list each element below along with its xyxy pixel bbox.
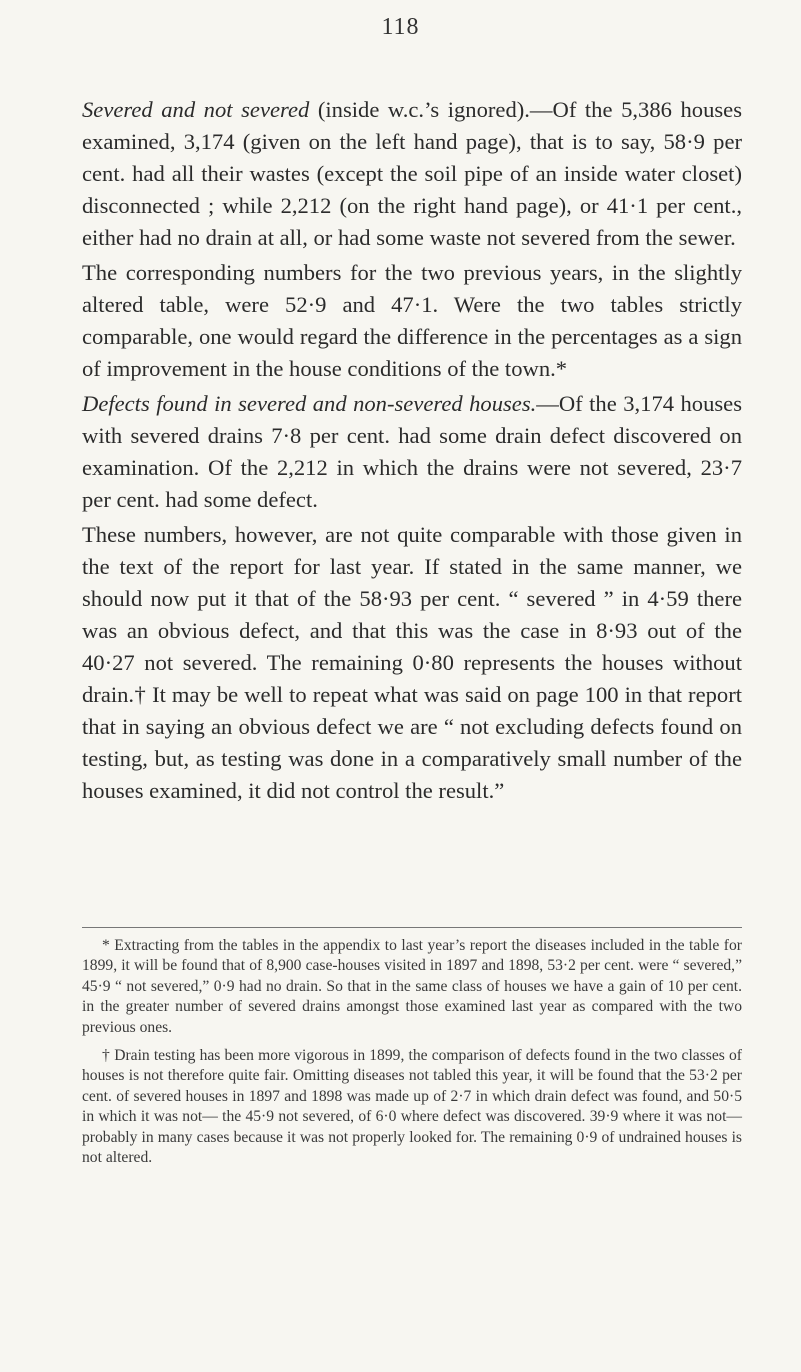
footnotes xyxy=(82,936,742,1176)
paragraph-text: —Of the 3,174 houses with severed drains 7·8 per cent. had some drain defect discovered on examination. Of the 2,212 in which the drains were not severed, 23·7 per cent. had some defect. xyxy=(82,391,742,512)
paragraph-heading: Defects found in severed and non-severed houses. xyxy=(82,391,537,416)
paragraph-heading: Severed and not severed xyxy=(82,97,310,122)
paragraph-text: These numbers, however, are not quite comparable with those given in the text of the report for last year. If stated in the same manner, we should now put it that of the 58·93 per cent. “ severed ” in 4·59 there was an obvious defect, and that this was the case in 8·93 out of the 40·27 not severed. The remaining 0·80 represents the houses without drain.† It may be well to repeat what was said on page 100 in that report that in saying an obvious defect we are “ not excluding defects found on testing, but, as testing was done in a comparatively small number of the houses examined, it did not control the result.” xyxy=(82,522,742,803)
paragraph-text: (inside w.c.’s ignored).—Of the 5,386 houses examined, 3,174 (given on the left hand page), that is to say, 58·9 per cent. had all their wastes (except the soil pipe of an inside water closet) disconnected ; while 2,212 (on the right hand page), or 41·1 per cent., either had no drain at all, or had some waste not severed from the sewer. xyxy=(82,97,742,250)
footnote: † Drain testing has been more vigorous in 1899, the comparison of defects found in the two classes of houses is not therefore quite fair. Omitting diseases not tabled this year, it will be found that the 53·2 per cent. of severed houses in 1897 and 1898 was made up of 2·7 in which drain defect was found, and 50·5 in which it was not— the 45·9 not severed, of 6·0 where defect was discovered. 39·9 where it was not— probably in many cases because it was not properly looked for. The remaining 0·9 of undrained houses is not altered. xyxy=(82,1047,742,1167)
page-number: 118 xyxy=(381,14,420,40)
paragraph xyxy=(82,257,742,385)
main-text xyxy=(82,94,742,807)
footnote: * Extracting from the tables in the appendix to last year’s report the diseases included in the table for 1899, it will be found that of 8,900 case-houses visited in 1897 and 1898, 53·2 per cent. were “ severed,” 45·9 “ not severed,” 0·9 had no drain. So that in the same class of houses we have a gain of 10 per cent. in the greater number of severed drains amongst those examined last year as compared with the two previous ones. xyxy=(82,937,742,1036)
paragraph xyxy=(82,519,742,807)
paragraph xyxy=(82,388,742,516)
paragraph-text: The corresponding numbers for the two previous years, in the slightly altered table, were 52·9 and 47·1. Were the two tables strictly comparable, one would regard the difference in the percentages as a sign of improvement in the house conditions of the town.* xyxy=(82,260,742,381)
paragraph xyxy=(82,94,742,254)
footnote-divider xyxy=(82,927,742,928)
